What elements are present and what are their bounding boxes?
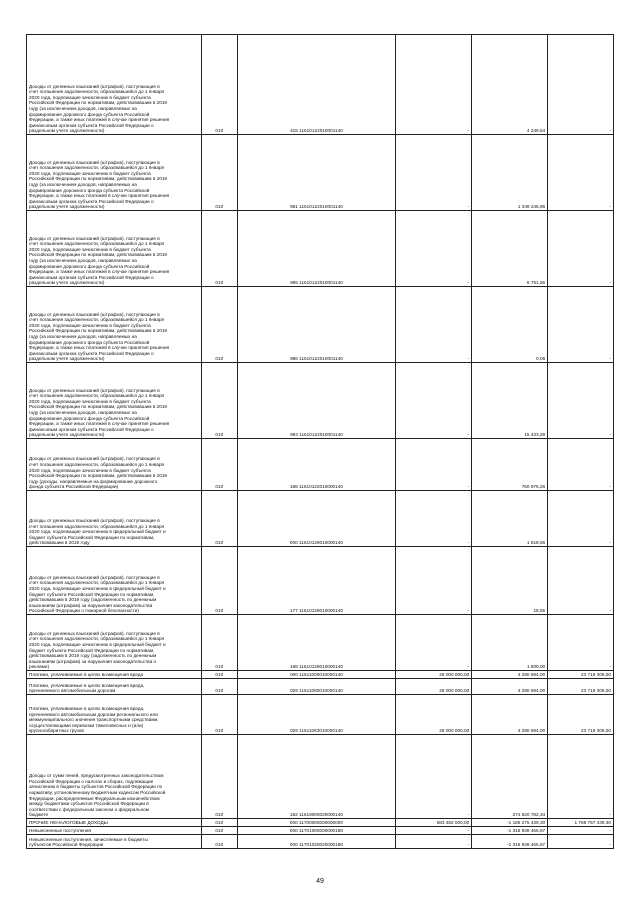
cell-plan: 583 482 000,00 (396, 819, 472, 827)
cell-plan: - (396, 35, 472, 135)
cell-exec: 1 800,00 (472, 615, 548, 671)
cell-text: Доходы от денежных взысканий (штрафов), поступающие в счет погашения задолженности, образовавшейся до 1 января 2020 года, подлежащие зачислению в федеральный бюджет и бюджет субъекта Российской Федерации по нормативам, действовавшим в 2019 году (задолженность по денежным взысканиям (штрафам) за нарушения законодательства Российской Федерации о пожарной безопасности) (27, 547, 202, 615)
cell-text: Доходы от денежных взысканий (штрафов), поступающие в счет погашения задолженности, образовавшейся до 1 января 2020 года, подлежащие зачислению в бюджет субъекта Российской Федерации по нормативам, действовавшим в 2019 году (за исключением доходов, направляемых на формирование дорожного фонда субъекта Российской Федерации, а также иных платежей в случае принятия решения финансовым органом субъекта Российской Федерации о раздельном учете задолженности) (27, 287, 202, 363)
cell-kbk: 188 11610122010000140 (237, 439, 396, 491)
cell-code: 010 (202, 679, 237, 695)
table-row (27, 735, 614, 819)
cell-rest: 1 768 757 439,30 (548, 819, 614, 827)
page-number: 49 (316, 878, 324, 885)
table-row (27, 135, 614, 211)
cell-code: 010 (202, 695, 237, 735)
cell-text: Доходы от сумм пеней, предусмотренных законодательством Российской Федерации о налогах и сборах, подлежащие зачислению в бюджеты субъектов Российской Федерации по нормативу, установленному Бюджетным кодексом Российской Федерации, распределяемые Федеральным казначейством между бюджетами субъектов Российской Федерации в соответствии с федеральным законом о федеральном бюджете (27, 735, 202, 819)
cell-rest: - (548, 439, 614, 491)
cell-rest: - (548, 211, 614, 287)
cell-text: Невыясненные поступления (27, 827, 202, 835)
cell-rest: - (548, 35, 614, 135)
cell-kbk: 415 11610122010001140 (237, 35, 396, 135)
cell-text: ПРОЧИЕ НЕНАЛОГОВЫЕ ДОХОДЫ (27, 819, 202, 827)
cell-text: Доходы от денежных взысканий (штрафов), поступающие в счет погашения задолженности, образовавшейся до 1 января 2020 года, подлежащие зачислению в федеральный бюджет и бюджет субъекта Российской Федерации по нормативам, действовавшим в 2019 году (задолженность по денежным взысканиям (штрафам) за нарушения законодательства о рекламе) (27, 615, 202, 671)
cell-text: Платежи, уплачиваемые в целях возмещения вреда (27, 671, 202, 679)
cell-exec: 4 280 694,00 (472, 695, 548, 735)
cell-kbk: 000 11701000000000180 (237, 827, 396, 835)
table-row (27, 363, 614, 439)
cell-kbk: 177 11610129010000140 (237, 547, 396, 615)
cell-code: 010 (202, 439, 237, 491)
cell-rest: - (548, 135, 614, 211)
cell-code: 010 (202, 363, 237, 439)
table-row (27, 35, 614, 135)
cell-exec: -1 185 275 439,30 (472, 819, 548, 827)
cell-exec: -1 315 938 466,67 (472, 835, 548, 849)
cell-exec: 274 520 782,34 (472, 735, 548, 819)
cell-rest: - (548, 615, 614, 671)
cell-exec: -1 315 938 466,67 (472, 827, 548, 835)
cell-kbk: 000 11610129010000140 (237, 491, 396, 547)
cell-text: Доходы от денежных взысканий (штрафов), поступающие в счет погашения задолженности, образовавшейся до 1 января 2020 года, подлежащие зачислению в бюджет субъекта Российской Федерации по нормативам, действовавшим в 2019 году (за исключением доходов, направляемых на формирование дорожного фонда субъекта Российской Федерации, а также иных платежей в случае принятия решения финансовым органом субъекта Российской Федерации о раздельном учете задолженности) (27, 35, 202, 135)
table-row (27, 827, 614, 835)
cell-rest: 23 719 306,00 (548, 695, 614, 735)
cell-plan: - (396, 835, 472, 849)
cell-exec: 15 433,29 (472, 363, 548, 439)
cell-kbk: 000 11700000000000000 (237, 819, 396, 827)
cell-rest: - (548, 835, 614, 849)
cell-code: 010 (202, 491, 237, 547)
cell-rest: - (548, 363, 614, 439)
cell-plan: 28 000 000,00 (396, 671, 472, 679)
cell-kbk: 993 11610122010001140 (237, 363, 396, 439)
cell-kbk: 986 11610122010001140 (237, 287, 396, 363)
cell-exec: 760 975,26 (472, 439, 548, 491)
cell-rest: - (548, 735, 614, 819)
revenue-table-body (27, 35, 614, 849)
table-row (27, 287, 614, 363)
table-row (27, 439, 614, 491)
cell-code: 010 (202, 819, 237, 827)
cell-plan: - (396, 491, 472, 547)
cell-rest: - (548, 491, 614, 547)
cell-kbk: 029 11611063010000140 (237, 695, 396, 735)
cell-code: 010 (202, 835, 237, 849)
cell-exec: 18,55 (472, 547, 548, 615)
cell-text: Доходы от денежных взысканий (штрафов), поступающие в счет погашения задолженности, образовавшейся до 1 января 2020 года, подлежащие зачислению в бюджет субъекта Российской Федерации по нормативам, действовавшим в 2019 году (за исключением доходов, направляемых на формирование дорожного фонда субъекта Российской Федерации, а также иных платежей в случае принятия решения финансовым органом субъекта Российской Федерации о раздельном учете задолженности) (27, 363, 202, 439)
cell-exec: 1 818,55 (472, 491, 548, 547)
cell-code: 010 (202, 827, 237, 835)
cell-text: Платежи, уплачиваемые в целях возмещения вреда, причиняемого автомобильным дорогам (27, 679, 202, 695)
revenue-table-sheet (26, 34, 614, 849)
table-row (27, 211, 614, 287)
cell-plan: - (396, 211, 472, 287)
cell-rest: - (548, 547, 614, 615)
cell-plan: - (396, 735, 472, 819)
cell-text: Невыясненные поступления, зачисляемые в бюджеты субъектов Российской Федерации (27, 835, 202, 849)
cell-plan: 28 000 000,00 (396, 679, 472, 695)
cell-code: 010 (202, 547, 237, 615)
table-row (27, 615, 614, 671)
cell-plan: - (396, 547, 472, 615)
cell-kbk: 985 11610122010001140 (237, 211, 396, 287)
cell-exec: 6 751,56 (472, 211, 548, 287)
cell-code: 010 (202, 211, 237, 287)
cell-rest: - (548, 827, 614, 835)
revenue-table (26, 34, 614, 849)
cell-text: Платежи, уплачиваемые в целях возмещения вреда, причиняемого автомобильным дорогам регионального или межмуниципального значения транспортными средствами, осуществляющими перевозки тяжеловесных и (или) крупногабаритных грузов (27, 695, 202, 735)
cell-kbk: 188 11610129010000140 (237, 615, 396, 671)
table-row (27, 491, 614, 547)
cell-rest: 23 719 306,00 (548, 679, 614, 695)
cell-exec: 4 249,54 (472, 35, 548, 135)
cell-code: 010 (202, 615, 237, 671)
cell-kbk: 000 11611000010000140 (237, 671, 396, 679)
cell-kbk: 029 11611060010000140 (237, 679, 396, 695)
table-row (27, 679, 614, 695)
table-row (27, 671, 614, 679)
cell-text: Доходы от денежных взысканий (штрафов), поступающие в счет погашения задолженности, образовавшейся до 1 января 2020 года, подлежащие зачислению в бюджет субъекта Российской Федерации по нормативам, действовавшим в 2019 году (за исключением доходов, направляемых на формирование дорожного фонда субъекта Российской Федерации, а также иных платежей в случае принятия решения финансовым органом субъекта Российской Федерации о раздельном учете задолженности) (27, 135, 202, 211)
cell-plan: - (396, 827, 472, 835)
cell-code: 010 (202, 671, 237, 679)
cell-code: 010 (202, 135, 237, 211)
cell-plan: - (396, 363, 472, 439)
cell-exec: 1 349 245,85 (472, 135, 548, 211)
cell-kbk: 182 11618000020000140 (237, 735, 396, 819)
cell-rest: 23 719 306,00 (548, 671, 614, 679)
table-row (27, 695, 614, 735)
cell-kbk: 981 11610122010001140 (237, 135, 396, 211)
cell-exec: 4 280 694,00 (472, 679, 548, 695)
cell-plan: - (396, 287, 472, 363)
cell-code: 010 (202, 35, 237, 135)
cell-text: Доходы от денежных взысканий (штрафов), поступающие в счет погашения задолженности, образовавшейся до 1 января 2020 года, подлежащие зачислению в бюджет субъекта Российской Федерации по нормативам, действовавшим в 2019 году (доходы, направляемые на формирование дорожного фонда субъекта Российской Федерации) (27, 439, 202, 491)
cell-exec: 0,06 (472, 287, 548, 363)
cell-code: 010 (202, 287, 237, 363)
cell-plan: - (396, 439, 472, 491)
cell-text: Доходы от денежных взысканий (штрафов), поступающие в счет погашения задолженности, образовавшейся до 1 января 2020 года, подлежащие зачислению в федеральный бюджет и бюджет субъекта Российской Федерации по нормативам, действовавшим в 2019 году (27, 491, 202, 547)
table-row (27, 819, 614, 827)
cell-plan: 28 000 000,00 (396, 695, 472, 735)
cell-plan: - (396, 135, 472, 211)
cell-plan: - (396, 615, 472, 671)
cell-code: 010 (202, 735, 237, 819)
table-row (27, 547, 614, 615)
cell-exec: 4 280 694,00 (472, 671, 548, 679)
cell-text: Доходы от денежных взысканий (штрафов), поступающие в счет погашения задолженности, образовавшейся до 1 января 2020 года, подлежащие зачислению в бюджет субъекта Российской Федерации по нормативам, действовавшим в 2019 году (за исключением доходов, направляемых на формирование дорожного фонда субъекта Российской Федерации, а также иных платежей в случае принятия решения финансовым органом субъекта Российской Федерации о раздельном учете задолженности) (27, 211, 202, 287)
table-row (27, 835, 614, 849)
cell-kbk: 000 11701020020000180 (237, 835, 396, 849)
cell-rest: - (548, 287, 614, 363)
